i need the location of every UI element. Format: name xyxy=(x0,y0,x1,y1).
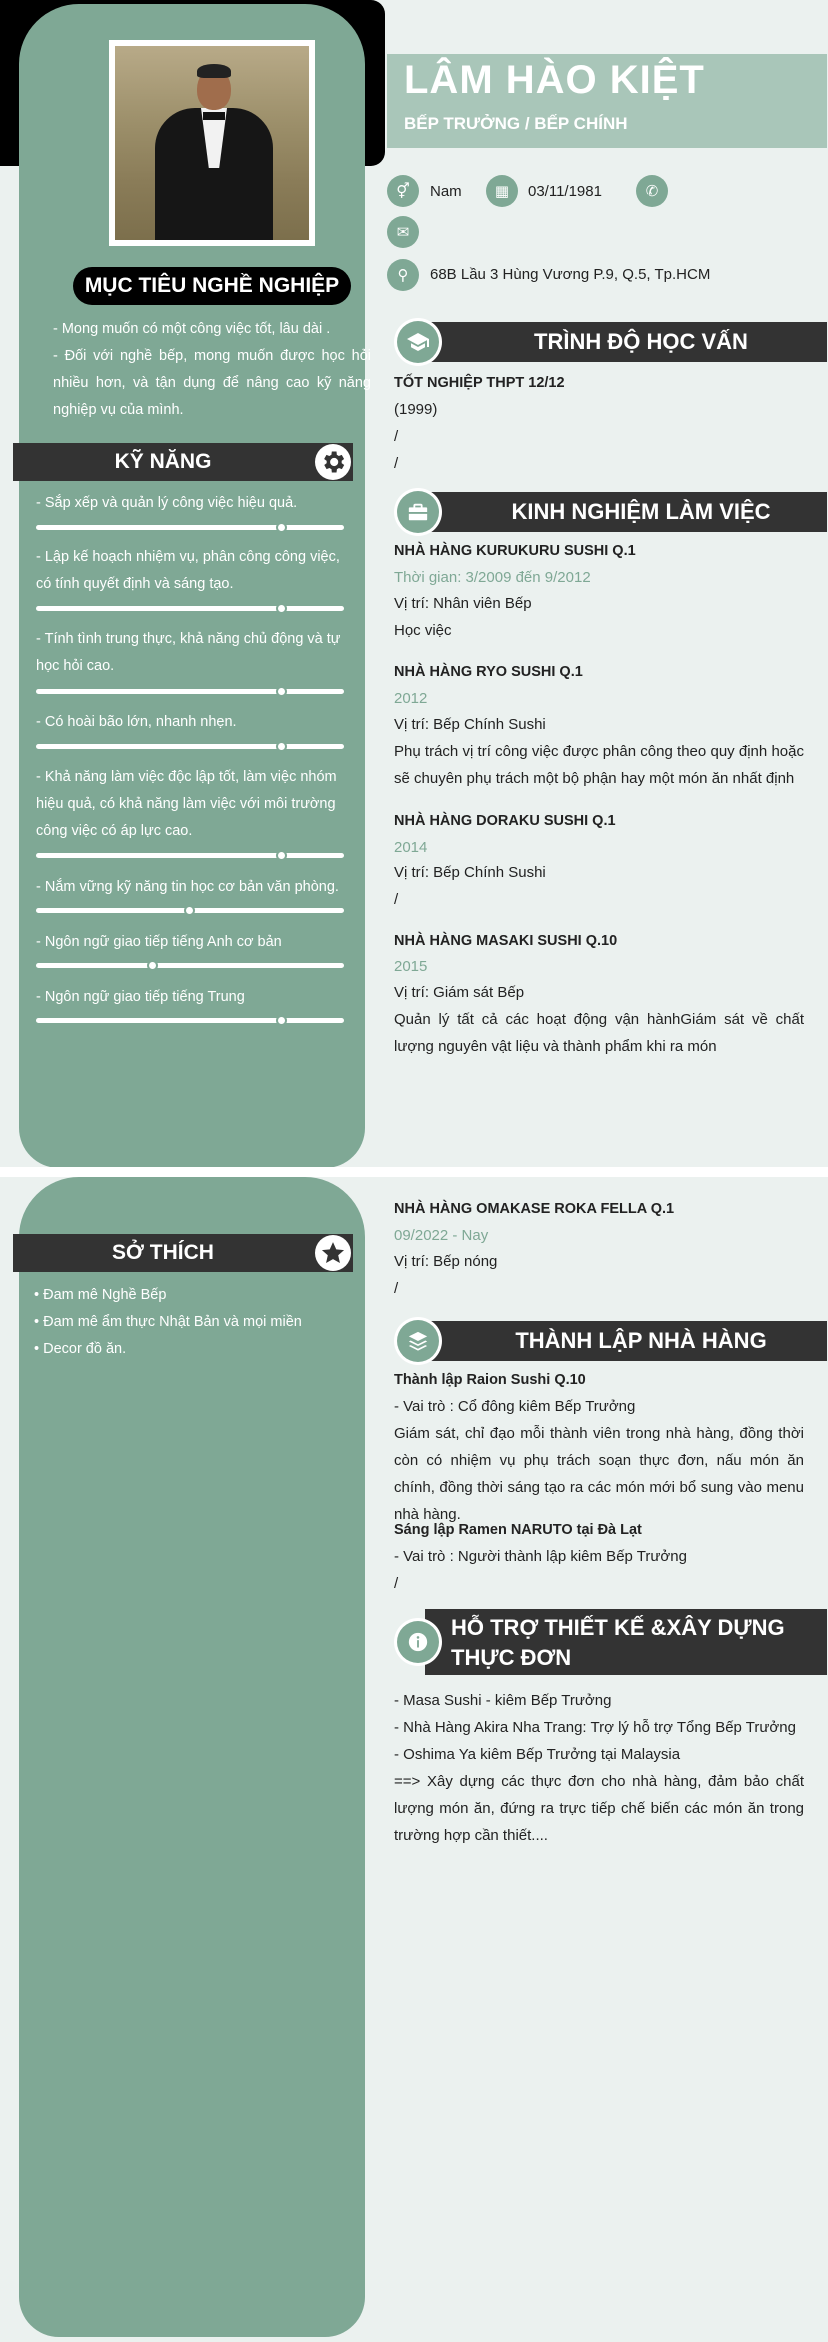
job-description: Phụ trách vị trí công việc được phân công theo quy định hoặc sẽ chuyên phụ trách một bộ phận hay một món ăn nhất định xyxy=(394,743,804,787)
job-time: 2014 xyxy=(394,839,428,856)
candidate-name: LÂM HÀO KIỆT xyxy=(404,58,705,102)
phone-icon[interactable]: ✆ xyxy=(636,175,668,207)
job-company: NHÀ HÀNG MASAKI SUSHI Q.10 xyxy=(394,933,618,949)
job-position: Vị trí: Nhân viên Bếp xyxy=(394,595,532,612)
founding-title: THÀNH LẬP NHÀ HÀNG xyxy=(515,1328,767,1353)
education-line: / xyxy=(394,455,399,472)
job-description: Quản lý tất cả các hoạt động vận hànhGiám sát về chất lượng nguyên vật liệu và thành phẩm khi ra món xyxy=(394,1011,804,1055)
skill-item: - Tính tình trung thực, khả năng chủ động và tự học hỏi cao. xyxy=(36,631,341,674)
calendar-icon: ▦ xyxy=(486,175,518,207)
skills-title: KỸ NĂNG xyxy=(114,450,212,473)
job-company: NHÀ HÀNG RYO SUSHI Q.1 xyxy=(394,664,583,680)
hobbies-title: SỞ THÍCH xyxy=(112,1241,214,1264)
profile-photo xyxy=(109,40,315,246)
skill-bar xyxy=(36,908,344,913)
job-description: / xyxy=(394,891,399,908)
job-time: Thời gian: 3/2009 đến 9/2012 xyxy=(394,569,591,586)
experience-header xyxy=(425,492,827,532)
star-icon xyxy=(315,1235,351,1271)
skill-bar xyxy=(36,606,344,611)
menu-support-title: HỖ TRỢ THIẾT KẾ &XÂY DỰNG THỰC ĐƠN xyxy=(451,1615,785,1670)
job-company: NHÀ HÀNG OMAKASE ROKA FELLA Q.1 xyxy=(394,1201,675,1217)
job-time: 2012 xyxy=(394,690,428,707)
job-time: 09/2022 - Nay xyxy=(394,1227,489,1244)
skills-header xyxy=(13,443,353,481)
graduation-cap-icon xyxy=(394,318,442,366)
objective-line: - Mong muốn có một công việc tốt, lâu dài . xyxy=(53,321,331,337)
skill-item: - Ngôn ngữ giao tiếp tiếng Trung xyxy=(36,989,245,1005)
hobby-item: • Đam mê ẩm thực Nhật Bản và mọi miền xyxy=(34,1314,302,1330)
location-icon: ⚲ xyxy=(387,259,419,291)
skill-level-marker xyxy=(184,905,195,916)
menu-support-header xyxy=(425,1609,827,1675)
objective-title: MỤC TIÊU NGHỀ NGHIỆP xyxy=(73,267,351,305)
job-company: NHÀ HÀNG DORAKU SUSHI Q.1 xyxy=(394,813,616,829)
skill-bar xyxy=(36,525,344,530)
founding-role: - Vai trò : Cổ đông kiêm Bếp Trưởng xyxy=(394,1398,636,1415)
job-title: BẾP TRƯỞNG / BẾP CHÍNH xyxy=(404,114,628,133)
gender-icon: ⚥ xyxy=(387,175,419,207)
founding-description: / xyxy=(394,1575,399,1592)
cv-page-2 xyxy=(0,1177,828,2342)
founding-name: Thành lập Raion Sushi Q.10 xyxy=(394,1372,586,1388)
hobby-item: • Đam mê Nghề Bếp xyxy=(34,1287,167,1303)
birthday-value: 03/11/1981 xyxy=(528,183,602,200)
education-line: / xyxy=(394,428,399,445)
job-company: NHÀ HÀNG KURUKURU SUSHI Q.1 xyxy=(394,543,636,559)
job-position: Vị trí: Bếp Chính Sushi xyxy=(394,716,546,733)
menu-support-line: - Masa Sushi - kiêm Bếp Trưởng xyxy=(394,1692,612,1709)
job-position: Vị trí: Bếp nóng xyxy=(394,1253,498,1270)
email-icon[interactable]: ✉ xyxy=(387,216,419,248)
job-time: 2015 xyxy=(394,958,428,975)
skill-bar xyxy=(36,1018,344,1023)
info-icon xyxy=(394,1618,442,1666)
skill-item: - Ngôn ngữ giao tiếp tiếng Anh cơ bản xyxy=(36,934,282,950)
skill-bar xyxy=(36,963,344,968)
objective-text xyxy=(53,316,371,424)
hobbies-header xyxy=(13,1234,353,1272)
skill-bar xyxy=(36,689,344,694)
education-degree: TỐT NGHIỆP THPT 12/12 xyxy=(394,375,565,391)
founding-description: Giám sát, chỉ đạo mỗi thành viên trong nhà hàng, đồng thời còn có nhiệm vụ phụ trách soạn thực đơn, nấu món ăn chính, đồng thời sáng tạo ra các món mới bổ sung vào menu nhà hàng. xyxy=(394,1425,804,1523)
founding-header xyxy=(425,1321,827,1361)
skill-item: - Khả năng làm việc độc lập tốt, làm việc nhóm hiệu quả, có khả năng làm việc với môi trường công việc có áp lực cao. xyxy=(36,769,337,839)
founding-role: - Vai trò : Người thành lập kiêm Bếp Trưởng xyxy=(394,1548,687,1565)
education-title: TRÌNH ĐỘ HỌC VẤN xyxy=(534,329,748,354)
gear-icon xyxy=(315,444,351,480)
address-value: 68B Lầu 3 Hùng Vương P.9, Q.5, Tp.HCM xyxy=(430,266,711,283)
skill-bar xyxy=(36,744,344,749)
objective-line: - Đối với nghề bếp, mong muốn được học hỏi nhiều hơn, và tận dụng để nâng cao kỹ năng nghiệp vụ của mình. xyxy=(53,348,371,418)
skill-item: - Sắp xếp và quản lý công việc hiệu quả. xyxy=(36,495,298,511)
job-description: Học việc xyxy=(394,622,452,639)
skill-item: - Nắm vững kỹ năng tin học cơ bản văn phòng. xyxy=(36,879,339,895)
menu-support-line: - Oshima Ya kiêm Bếp Trưởng tại Malaysia xyxy=(394,1746,681,1763)
cv-page-1 xyxy=(0,0,828,1167)
skill-level-marker xyxy=(147,960,158,971)
menu-support-line: - Nhà Hàng Akira Nha Trang: Trợ lý hỗ trợ Tổng Bếp Trưởng xyxy=(394,1719,796,1736)
founding-name: Sáng lập Ramen NARUTO tại Đà Lạt xyxy=(394,1522,642,1538)
skill-item: - Có hoài bão lớn, nhanh nhẹn. xyxy=(36,714,237,730)
job-description: / xyxy=(394,1280,399,1297)
skill-item: - Lập kế hoạch nhiệm vụ, phân công công việc, có tính quyết định và sáng tạo. xyxy=(36,549,340,592)
education-header xyxy=(425,322,827,362)
skill-bar xyxy=(36,853,344,858)
layers-icon xyxy=(394,1317,442,1365)
job-position: Vị trí: Giám sát Bếp xyxy=(394,984,525,1001)
experience-title: KINH NGHIỆM LÀM VIỆC xyxy=(511,499,771,524)
menu-support-line: ==> Xây dựng các thực đơn cho nhà hàng, đảm bảo chất lượng món ăn, đứng ra trực tiếp chế biến các món ăn trong trường hợp cần thiết.... xyxy=(394,1773,804,1844)
hobby-item: • Decor đồ ăn. xyxy=(34,1341,127,1357)
job-position: Vị trí: Bếp Chính Sushi xyxy=(394,864,546,881)
education-year: (1999) xyxy=(394,401,438,418)
briefcase-icon xyxy=(394,488,442,536)
gender-value: Nam xyxy=(430,183,462,200)
